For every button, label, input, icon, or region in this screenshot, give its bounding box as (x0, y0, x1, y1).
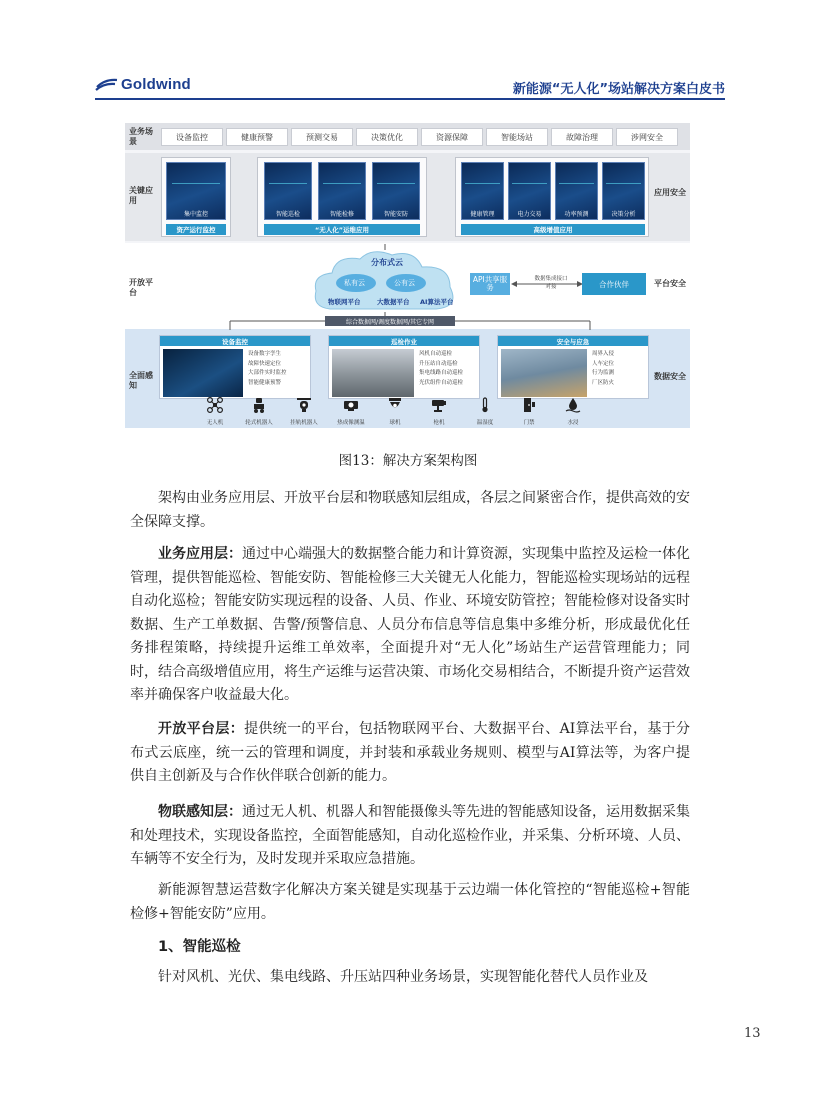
app-group-bar: 资产运行监控 (166, 224, 226, 235)
scenario-item: 涉网安全 (616, 128, 678, 146)
drone-icon (207, 397, 223, 413)
device-item (509, 397, 549, 426)
paragraph-text: 提供统一的平台，包括物联网平台、大数据平台、AI算法平台，基于分布式云底座，统一云的管理和调度，并封装和承载业务规则、模型与AI算法等，为客户提供自主创新及与合作伙伴联合创新的能力。 (130, 721, 691, 784)
paragraph-text: 架构由业务应用层、开放平台层和物联感知层组成，各层之间紧密合作，提供高效的安全保障支撑。 (130, 490, 690, 530)
cloud-title: 分布式云 (371, 258, 403, 267)
header-rule (95, 98, 725, 100)
right-label-sense: 数据安全 (654, 372, 686, 381)
paragraph (130, 801, 690, 872)
paragraph-text: 新能源智慧运营数字化解决方案关键是实现基于云边端一体化管控的“智能巡检+智能检修+智能安防”应用。 (130, 882, 690, 922)
paragraph (130, 543, 690, 708)
thermal-camera-icon (343, 397, 359, 413)
company-logo (95, 76, 191, 93)
sense-item: 智能健康预警 (248, 379, 282, 386)
scenario-item: 故障治理 (551, 128, 613, 146)
app-group-advanced (455, 157, 649, 237)
page-header (95, 76, 725, 98)
device-label: 水浸 (567, 420, 579, 426)
network-bar: 综合数据网/调度数据网/其它专网 (325, 316, 455, 326)
screen-label: 智能检修 (329, 211, 354, 218)
sense-panel-equipment (159, 335, 311, 399)
right-label-open: 平台安全 (654, 279, 686, 288)
public-cloud-label: 公有云 (394, 279, 415, 287)
device-item (239, 397, 279, 426)
device-label: 球机 (389, 420, 401, 426)
row-label-sense: 全面感知 (129, 371, 153, 390)
logo-text: Goldwind (121, 76, 191, 93)
paragraph (130, 966, 690, 990)
sense-item: 风机自动巡检 (419, 351, 453, 357)
sense-item: 人车定位 (592, 360, 615, 367)
device-label: 轮式机器人 (245, 420, 273, 426)
sense-panel-safety (497, 335, 649, 399)
screen-label: 电力交易 (517, 211, 542, 218)
right-label-app: 应用安全 (654, 188, 686, 197)
row-label-app: 关键应用 (129, 186, 153, 205)
scenario-item: 智能场站 (486, 128, 548, 146)
goldwind-logo-icon (95, 78, 119, 92)
scenario-item: 资源保障 (421, 128, 483, 146)
device-label: 门禁 (523, 420, 535, 426)
paragraph (130, 487, 690, 534)
app-group-bar: 高级增值应用 (461, 224, 645, 235)
app-group-bar: “无人化”运维应用 (264, 224, 420, 235)
app-group-unmanned (257, 157, 427, 237)
section-heading: 1、智能巡检 (158, 939, 241, 955)
sense-panel-title: 安全与应急 (498, 336, 648, 346)
access-control-icon (521, 397, 537, 413)
device-item (331, 397, 371, 426)
device-item (553, 397, 593, 426)
row-label-business: 业务场景 (129, 127, 153, 146)
screen-label: 智能巡检 (275, 211, 300, 218)
screen-thumbnail (264, 162, 312, 220)
device-item (195, 397, 235, 426)
scenario-item: 健康预警 (226, 128, 288, 146)
sense-panel-title: 巡检作业 (329, 336, 479, 346)
sense-item-list (248, 350, 287, 388)
sense-item: 设备数字孪生 (248, 351, 282, 357)
scenario-item: 设备监控 (161, 128, 223, 146)
screen-thumbnail (602, 162, 645, 220)
rail-robot-icon (296, 397, 312, 413)
device-item (375, 397, 415, 426)
screen-label: 功率预测 (564, 211, 589, 218)
thermometer-icon (477, 397, 493, 413)
scenario-item: 预测交易 (291, 128, 353, 146)
dome-camera-icon (387, 397, 403, 413)
paragraph-lead: 物联感知层： (158, 804, 242, 820)
sense-item: 升压站自动巡检 (419, 360, 458, 367)
screen-label: 集中监控 (183, 211, 208, 218)
sense-item: 集电线路自动巡检 (419, 370, 464, 376)
document-title: 新能源“无人化”场站解决方案白皮书 (512, 82, 725, 97)
screen-label: 决策分析 (611, 211, 636, 218)
screen-thumbnail (508, 162, 551, 220)
substation-robot-image (332, 349, 414, 397)
device-item (419, 397, 459, 426)
screen-thumbnail (555, 162, 598, 220)
sense-panel-title: 设备监控 (160, 336, 310, 346)
paragraph-text: 针对风机、光伏、集电线路、升压站四种业务场景，实现智能化替代人员作业及 (158, 969, 648, 985)
water-sensor-icon (565, 397, 581, 413)
screen-label: 智能安防 (383, 211, 408, 218)
architecture-diagram (125, 123, 690, 428)
integration-label: 数据集成接口对接 (534, 276, 568, 290)
paragraph-text: 通过无人机、机器人和智能摄像头等先进的智能感知设备，运用数据采集和处理技术，实现设备监控，全面智能感知，自动化巡检作业，并采集、分析环境、人员、车辆等不安全行为，及时发现并采取应急措施。 (130, 804, 690, 867)
scenario-item: 决策优化 (356, 128, 418, 146)
sense-item-list (592, 350, 614, 388)
screen-thumbnail (318, 162, 366, 220)
device-label: 热成像测温 (337, 420, 365, 426)
platform-label: 物联网平台 (328, 298, 361, 306)
api-share-box: API共享服务 (470, 273, 510, 295)
device-item (284, 397, 324, 426)
sense-item: 光伏组件自动巡检 (419, 379, 464, 386)
platform-label: 大数据平台 (377, 298, 410, 306)
platform-label: AI算法平台 (420, 298, 454, 306)
app-group-asset (161, 157, 231, 237)
paragraph-lead: 业务应用层： (158, 546, 242, 562)
paragraph-text: 通过中心端强大的数据整合能力和计算资源，实现集中监控及运检一体化管理，提供智能巡检、智能安防、智能检修三大关键无人化能力，智能巡检实现场站的远程自动化巡检；智能安防实现远程的设备、人员、作业、环境安防管控；智能检修对设备实时数据、生产工单数据、告警/预警信息、人员分布信息等信息集中多维分析，形成最优化任务排程策略，持续提升运维工单效率，全面提升对“无人化”场站生产运营管理能力；同时，结合高级增值应用，将生产运维与运营决策、市场化交易相结合，不断提升资产运营效率并确保客户收益最大化。 (130, 546, 690, 703)
sense-item: 周界入侵 (592, 351, 615, 357)
sense-item: 大部件实时监控 (248, 370, 287, 376)
page-number: 13 (744, 1026, 761, 1041)
device-label: 挂轨机器人 (290, 420, 318, 426)
screen-thumbnail (372, 162, 420, 220)
device-label: 温湿度 (476, 420, 494, 426)
device-item (465, 397, 505, 426)
sense-panel-inspection (328, 335, 480, 399)
figure-caption: 图13：解决方案架构图 (338, 453, 478, 469)
paragraph (130, 718, 690, 789)
sense-item: 故障快速定位 (248, 360, 282, 367)
screen-thumbnail (166, 162, 226, 220)
row-label-open: 开放平台 (129, 278, 153, 297)
screen-label: 健康管理 (470, 211, 495, 218)
paragraph (130, 879, 690, 926)
private-cloud-label: 私有云 (344, 279, 365, 287)
wheeled-robot-icon (251, 397, 267, 413)
partner-box: 合作伙伴 (582, 273, 646, 295)
screen-thumbnail (461, 162, 504, 220)
sense-item-list (419, 350, 463, 388)
worker-safety-image (501, 349, 587, 397)
paragraph-lead: 开放平台层： (158, 721, 245, 737)
bullet-camera-icon (431, 397, 447, 413)
sense-item: 厂区防火 (592, 379, 615, 386)
device-label: 枪机 (433, 420, 445, 426)
sense-item: 行为监测 (592, 370, 615, 376)
equipment-monitor-image (163, 349, 243, 397)
device-label: 无人机 (206, 420, 224, 426)
